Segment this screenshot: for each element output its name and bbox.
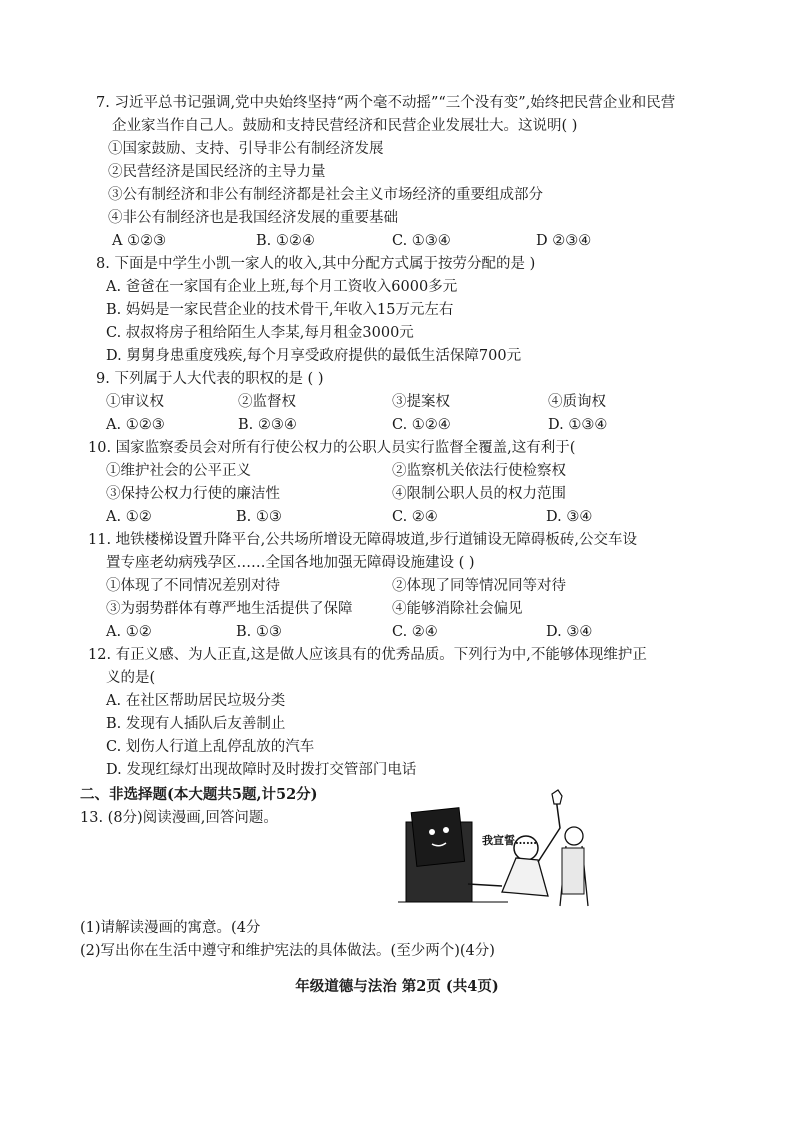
q8-item: A. 爸爸在一家国有企业上班,每个月工资收入6000多元 (106, 279, 458, 295)
comic-illustration (398, 788, 594, 908)
q10-item: ②监察机关依法行使检察权 (392, 463, 566, 479)
q12-stem-line1: 12. 有正义感、为人正直,这是做人应该具有的优秀品质。下列行为中,不能够体现维护正 (88, 647, 647, 663)
q11-item: ③为弱势群体有尊严地生活提供了保障 (106, 601, 353, 617)
q7-option-a: A ①②③ (112, 233, 167, 249)
q7-item: ②民营经济是国民经济的主导力量 (108, 164, 326, 180)
q10-item: ④限制公职人员的权力范围 (392, 486, 566, 502)
q11-stem-line1: 11. 地铁楼梯设置升降平台,公共场所增设无障碍坡道,步行道铺设无障碍板砖,公交车设 (88, 532, 637, 548)
q9-right: ①审议权 (106, 394, 164, 410)
q10-option-c: C. ②④ (392, 509, 438, 525)
q11-option-d: D. ③④ (546, 624, 593, 640)
q7-item: ①国家鼓励、支持、引导非公有制经济发展 (108, 141, 384, 157)
q7-option-d: D ②③④ (536, 233, 592, 249)
comic-drawing (398, 788, 594, 908)
section-heading: 二、非选择题(本大题共5题,计52分) (80, 786, 318, 803)
q10-item: ①维护社会的公平正义 (106, 463, 251, 479)
q11-stem-line2: 置专座老幼病残孕区……全国各地加强无障碍设施建设 ( ) (106, 555, 475, 571)
q10-stem: 10. 国家监察委员会对所有行使公权力的公职人员实行监督全覆盖,这有利于( (88, 440, 576, 456)
q13-sub2: (2)写出你在生活中遵守和维护宪法的具体做法。(至少两个)(4分) (80, 943, 495, 959)
q11-option-a: A. ①② (106, 624, 152, 640)
q9-right: ②监督权 (238, 394, 296, 410)
q11-item: ②体现了同等情况同等对待 (392, 578, 566, 594)
q9-right: ③提案权 (392, 394, 450, 410)
q7-option-c: C. ①③④ (392, 233, 451, 249)
q12-item: A. 在社区帮助居民垃圾分类 (106, 693, 286, 709)
q7-option-b: B. ①②④ (256, 233, 315, 249)
q13-stem: 13. (8分)阅读漫画,回答问题。 (80, 810, 278, 826)
q12-stem-line2: 义的是( (106, 670, 156, 686)
comic-caption: 我宣誓…… (482, 834, 537, 847)
q11-item: ①体现了不同情况差别对待 (106, 578, 280, 594)
q9-option-b: B. ②③④ (238, 417, 297, 433)
q12-item: B. 发现有人插队后友善制止 (106, 716, 286, 732)
q9-stem: 9. 下列属于人大代表的职权的是 ( ) (96, 371, 324, 387)
q10-option-b: B. ①③ (236, 509, 282, 525)
q8-item: B. 妈妈是一家民营企业的技术骨干,年收入15万元左右 (106, 302, 454, 318)
q12-item: C. 划伤人行道上乱停乱放的汽车 (106, 739, 315, 755)
q10-item: ③保持公权力行使的廉洁性 (106, 486, 280, 502)
q10-option-d: D. ③④ (546, 509, 593, 525)
q9-option-a: A. ①②③ (106, 417, 165, 433)
q9-option-c: C. ①②④ (392, 417, 451, 433)
q7-stem-line2: 企业家当作自己人。鼓励和支持民营经济和民营企业发展壮大。这说明( ) (112, 118, 578, 134)
q7-item: ③公有制经济和非公有制经济都是社会主义市场经济的重要组成部分 (108, 187, 543, 203)
q7-stem-line1: 7. 习近平总书记强调,党中央始终坚持“两个毫不动摇”“三个没有变”,始终把民营企业和民营 (96, 95, 676, 111)
q8-item: C. 叔叔将房子租给陌生人李某,每月租金3000元 (106, 325, 414, 341)
q7-item: ④非公有制经济也是我国经济发展的重要基础 (108, 210, 398, 226)
q9-option-d: D. ①③④ (548, 417, 608, 433)
q13-sub1: (1)请解读漫画的寓意。(4分 (80, 920, 261, 936)
page-footer: 年级道德与法治 第2页 (共4页) (295, 978, 499, 995)
q11-option-c: C. ②④ (392, 624, 438, 640)
q11-option-b: B. ①③ (236, 624, 282, 640)
q10-option-a: A. ①② (106, 509, 152, 525)
q8-item: D. 舅舅身患重度残疾,每个月享受政府提供的最低生活保障700元 (106, 348, 522, 364)
q8-stem: 8. 下面是中学生小凯一家人的收入,其中分配方式属于按劳分配的是 ) (96, 256, 536, 272)
q11-item: ④能够消除社会偏见 (392, 601, 523, 617)
q9-right: ④质询权 (548, 394, 606, 410)
q12-item: D. 发现红绿灯出现故障时及时拨打交管部门电话 (106, 762, 417, 778)
